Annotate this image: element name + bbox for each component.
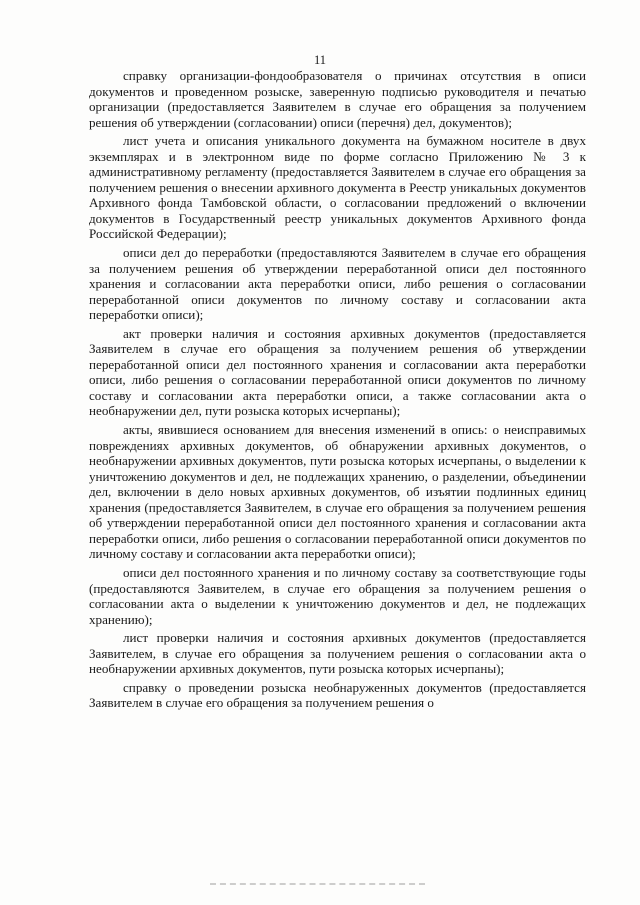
paragraph-unique-document-sheet: лист учета и описания уникального документа на бумажном носителе в двух экземплярах и в электронном виде по форме согласно Приложению № 3 к административному регламенту (предоставляется Заявителем в случае его обращения за получением решения о внесении архивного документа в Реестр уникальных документов Архивного фонда Тамбовской области, о согласовании предложений о включении документов в Государственный реестр уникальных документов Архивного фонда Российской Федерации);	[89, 133, 586, 242]
paragraph-permanent-inventories: описи дел постоянного хранения и по личному составу за соответствующие годы (предоставляются Заявителем, в случае его обращения за получением решения о согласовании акта о выделении к уничтожению документов и дел, не подлежащих хранению);	[89, 564, 586, 627]
page-number: 11	[313, 53, 327, 67]
paragraph-change-acts: акты, явившиеся основанием для внесения изменений в опись: о неисправимых повреждениях архивных документов, об обнаружении архивных документов, о необнаружении архивных документов, пути розыска которых исчерпаны, о выделении к уничтожению документов и дел, не подлежащих хранению, о разделении, объединении дел, включении в дело новых архивных документов, об изъятии подлинных единиц хранения (предоставляется Заявителем, в случае его обращения за получением решения об утверждении переработанной описи дел постоянного хранения и согласовании акта переработки описи, либо решения о согласовании переработанной описи документов по личному составу и согласовании акта переработки описи);	[89, 422, 586, 562]
body-text	[89, 68, 586, 714]
paragraph-search-certificate: справку о проведении розыска необнаруженных документов (предоставляется Заявителем в случае его обращения за получением решения о	[89, 679, 586, 711]
scan-artifact-line	[210, 883, 425, 887]
paragraph-certificate-missing-docs: справку организации-фондообразователя о причинах отсутствия в описи документов и проведенном розыске, заверенную подписью руководителя и печатью организации (предоставляется Заявителем в случае его обращения за получением решения об утверждении (согласовании) описи (перечня) дел, документов);	[89, 68, 586, 130]
paragraph-inspection-act: акт проверки наличия и состояния архивных документов (предоставляется Заявителем в случае его обращения за получением решения об утверждении переработанной описи дел постоянного хранения и согласовании акта переработки описи, либо решения о согласовании переработанной описи документов по личному составу и согласовании акта переработки описи, а также согласовании акта о необнаружении дел, пути розыска которых исчерпаны);	[89, 325, 586, 419]
paragraph-inspection-sheet: лист проверки наличия и состояния архивных документов (предоставляется Заявителем, в случае его обращения за получением решения о согласовании акта о необнаружении архивных документов, пути розыска которых исчерпаны);	[89, 630, 586, 677]
paragraph-inventories-before-revision: описи дел до переработки (предоставляются Заявителем в случае его обращения за получением решения об утверждении переработанной описи дел постоянного хранения и согласовании акта переработки описи, либо решения о согласовании переработанной описи документов по личному составу и согласовании акта переработки описи);	[89, 245, 586, 323]
